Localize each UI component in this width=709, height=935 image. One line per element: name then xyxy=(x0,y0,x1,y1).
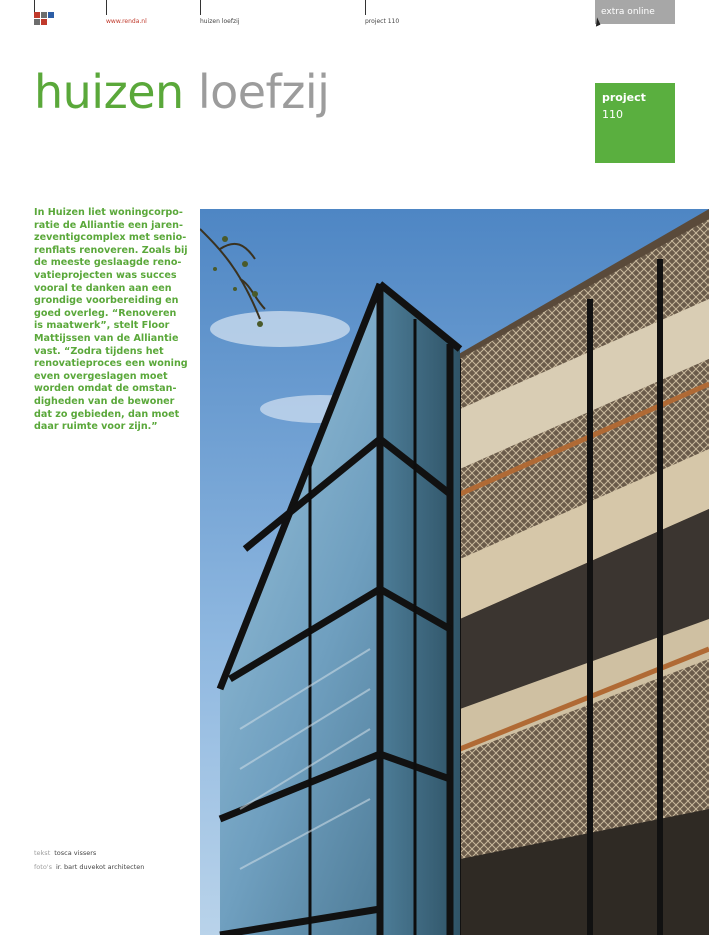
credit-label: tekst xyxy=(34,849,51,857)
intro-line: grondige voorbereiding en xyxy=(34,295,179,307)
intro-line: dat zo gebieden, dan moet xyxy=(34,408,180,420)
intro-line: de meeste geslaagde reno- xyxy=(34,257,182,269)
intro-line: Mattijssen van de Alliantie xyxy=(34,332,179,344)
intro-line: even overgeslagen moet xyxy=(34,370,168,382)
title-part2: loefzij xyxy=(197,65,330,119)
credit-value: tosca vissers xyxy=(54,849,97,857)
header-url-link[interactable]: www.renda.nl xyxy=(106,18,147,25)
text-credit xyxy=(34,849,96,857)
title-part1: huizen xyxy=(34,65,184,119)
intro-line: renflats renoveren. Zoals bij xyxy=(34,244,188,256)
header-rule xyxy=(365,0,366,15)
building-photo xyxy=(200,209,709,935)
intro-line: renovatieproces een woning xyxy=(34,358,188,370)
header-section: huizen loefzij xyxy=(200,18,240,25)
intro-line: In Huizen liet woningcorpo- xyxy=(34,207,183,218)
intro-line: goed overleg. “Renoveren xyxy=(34,307,177,319)
credit-label: foto's xyxy=(34,863,52,871)
intro-line: daar ruimte voor zijn.” xyxy=(34,421,158,433)
intro-line: ratie de Alliantie een jaren- xyxy=(34,219,183,231)
header-rule xyxy=(106,0,107,15)
badge-line1: project xyxy=(602,91,646,104)
intro-line: vooral te danken aan een xyxy=(34,282,172,294)
badge-line2: 110 xyxy=(602,108,623,121)
intro-line: zeventigcomplex met senio- xyxy=(34,232,187,244)
renda-logo xyxy=(34,10,54,25)
intro-line: vast. “Zodra tijdens het xyxy=(34,345,164,357)
intro-line: is maatwerk”, stelt Floor xyxy=(34,320,170,332)
intro-line: worden omdat de omstan- xyxy=(34,383,177,395)
intro-line: vatieprojecten was succes xyxy=(34,269,177,281)
header-rule xyxy=(200,0,201,15)
extra-online-tab[interactable]: extra online xyxy=(595,0,675,24)
credit-value: ir. bart duvekot architecten xyxy=(55,863,145,871)
header-project-ref: project 110 xyxy=(365,18,400,25)
intro-line: digheden van de bewoner xyxy=(34,395,175,407)
project-badge xyxy=(595,83,675,163)
intro-paragraph xyxy=(34,207,188,434)
page-title xyxy=(34,62,329,122)
photo-credit xyxy=(34,863,144,871)
